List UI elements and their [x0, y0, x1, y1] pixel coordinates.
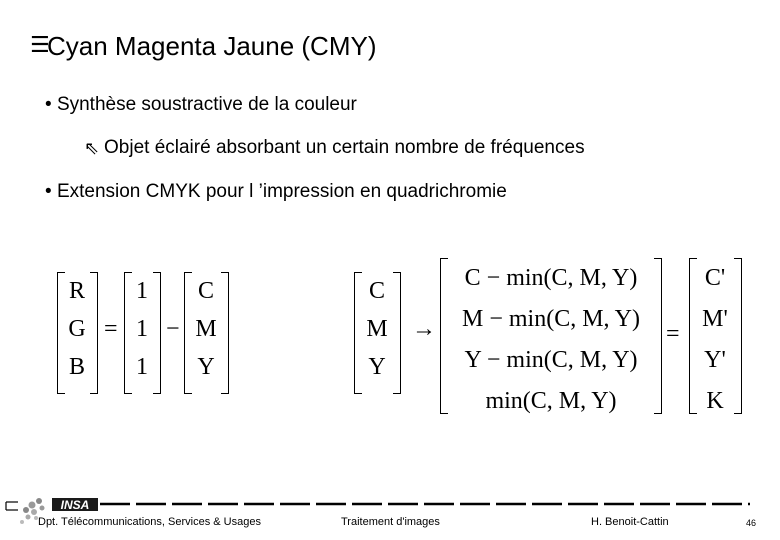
bullet-subtractive-synthesis	[45, 93, 357, 117]
sub-bullet-arrow-icon: ⇖	[84, 138, 100, 159]
vector-entry: 1	[136, 354, 148, 380]
logo-text: INSA	[60, 498, 90, 512]
arrow-icon: →	[412, 316, 436, 342]
matrix-bracket-right	[221, 272, 229, 394]
vector-entry: Y	[368, 354, 386, 380]
ones-vector	[131, 277, 153, 391]
vector-entry: C'	[704, 265, 726, 291]
vector-entry: Y − min(C, M, Y)	[464, 347, 638, 373]
bullet-marker: •	[45, 181, 52, 202]
page-number: 46	[746, 518, 757, 528]
equals-sign: =	[104, 316, 118, 342]
matrix-bracket-right	[153, 272, 161, 394]
footer-author: H. Benoit-Cattin	[591, 516, 669, 528]
matrix-bracket-right	[90, 272, 98, 394]
vector-entry: M	[195, 316, 217, 342]
minus-sign: −	[166, 316, 180, 342]
vector-entry: Y	[197, 354, 215, 380]
title-bullet-icon: ☰	[30, 33, 50, 58]
bullet-cmyk-extension	[45, 180, 507, 204]
equals-sign: =	[666, 321, 680, 347]
vector-entry: G	[68, 316, 86, 342]
vector-entry: C	[197, 278, 214, 304]
slide-footer	[0, 496, 780, 540]
cmy-vector	[191, 277, 221, 391]
vector-entry: 1	[136, 278, 148, 304]
footer-department: Dpt. Télécommunications, Services & Usages	[38, 516, 261, 528]
bullet-marker: •	[45, 94, 52, 115]
bullet-text: Extension CMYK pour l ’impression en quadrichromie	[56, 181, 507, 202]
matrix-bracket-right	[654, 258, 662, 414]
vector-entry: M − min(C, M, Y)	[462, 306, 640, 332]
vector-entry: C	[368, 278, 385, 304]
vector-entry: K	[706, 388, 724, 414]
matrix-bracket-left	[440, 258, 448, 414]
cmy-input-vector	[361, 277, 393, 391]
vector-entry: min(C, M, Y)	[485, 388, 617, 414]
min-vector	[448, 258, 654, 422]
footer-course: Traitement d'images	[341, 516, 440, 528]
vector-entry: R	[68, 278, 85, 304]
matrix-bracket-right	[393, 272, 401, 394]
cmyk-output-vector	[696, 258, 734, 422]
rgb-vector	[64, 277, 90, 391]
vector-entry: B	[68, 354, 85, 380]
vector-entry: M	[366, 316, 388, 342]
vector-entry: Y'	[704, 347, 726, 373]
bullet-text: Synthèse soustractive de la couleur	[56, 94, 357, 115]
vector-entry: 1	[136, 316, 148, 342]
footer-dashed-line	[100, 501, 750, 509]
vector-entry: M'	[702, 306, 728, 332]
sub-bullet-absorption: Objet éclairé absorbant un certain nombre de fréquences	[104, 137, 585, 158]
vector-entry: C − min(C, M, Y)	[464, 265, 638, 291]
matrix-bracket-right	[734, 258, 742, 414]
slide-title: Cyan Magenta Jaune (CMY)	[47, 31, 377, 61]
